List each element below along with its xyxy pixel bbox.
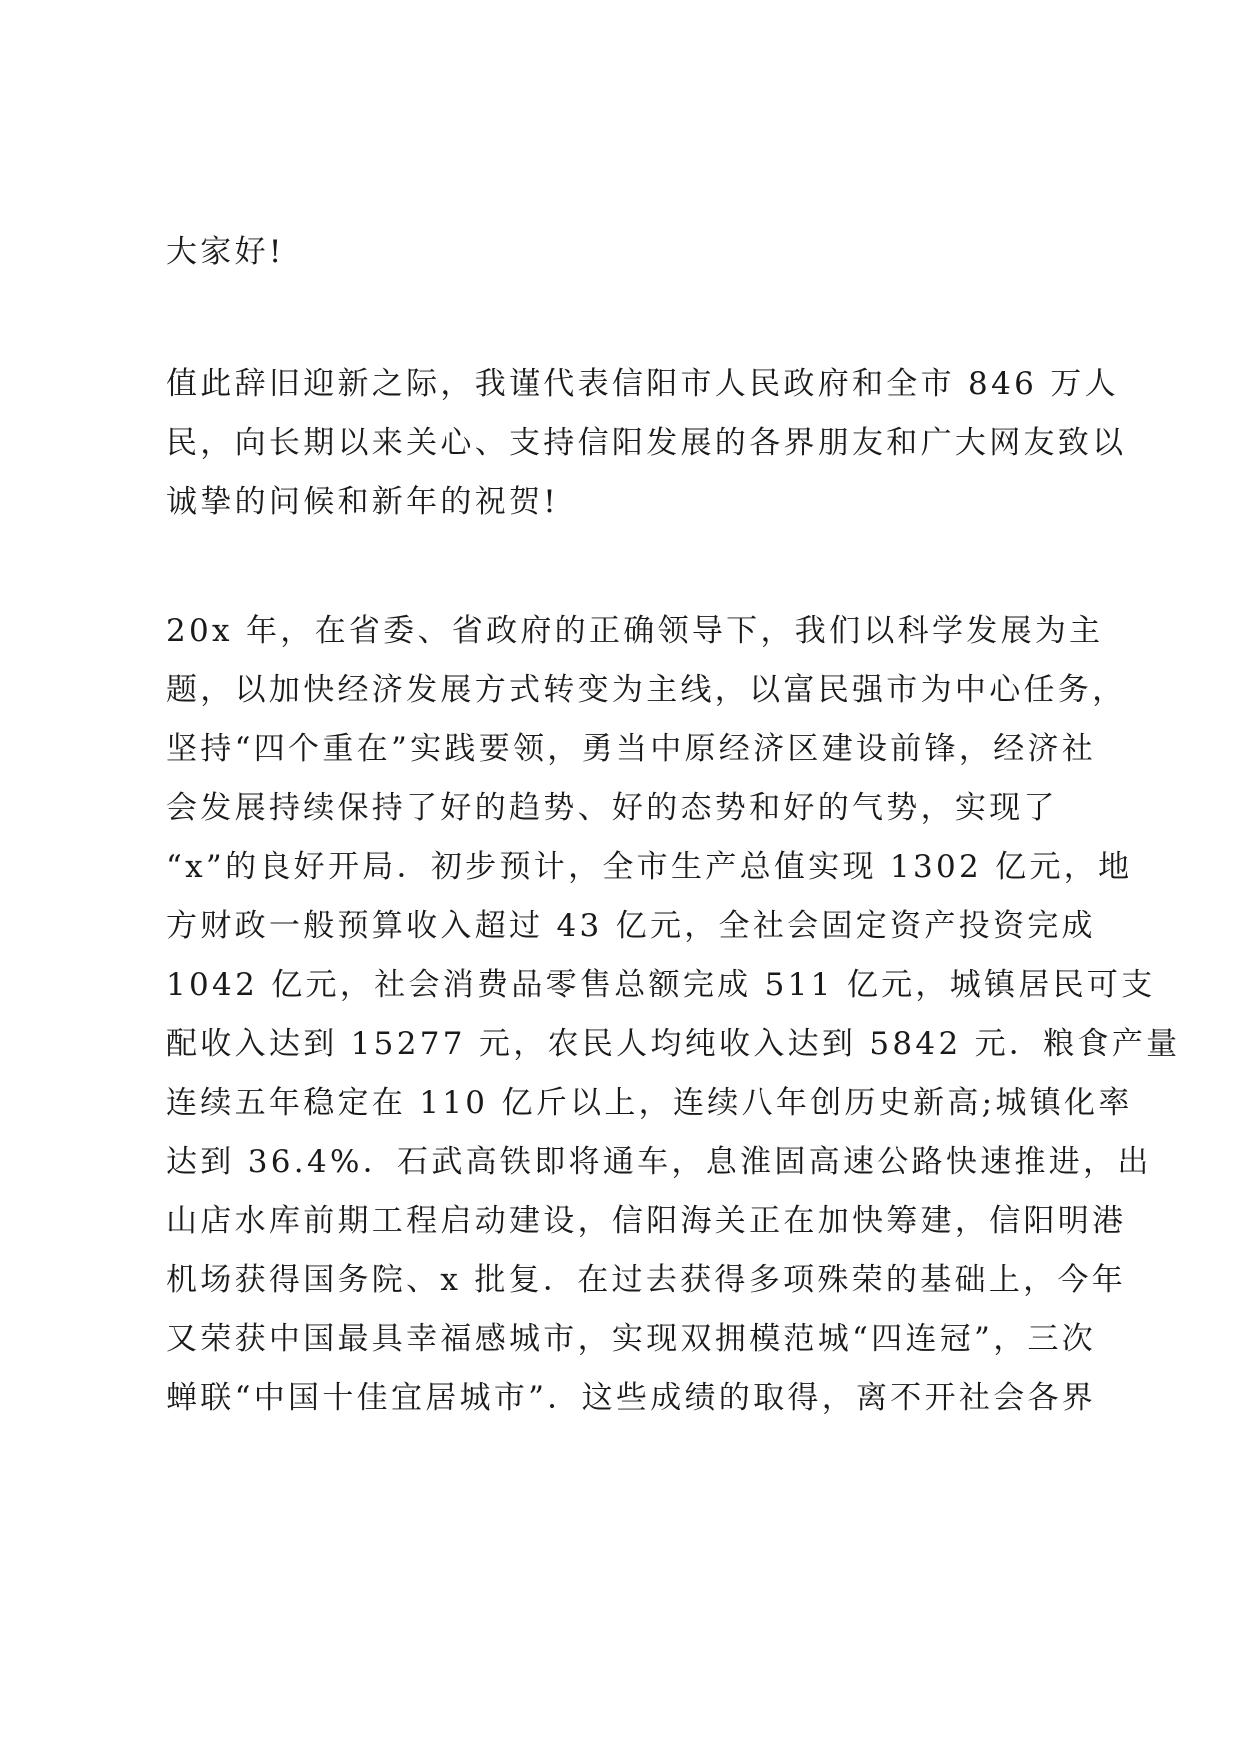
paragraph-line: 连续五年稳定在 110 亿斤以上，连续八年创历史新高;城镇化率 — [166, 1085, 1133, 1121]
paragraph-line: 机场获得国务院、x 批复．在过去获得多项殊荣的基础上，今年 — [166, 1262, 1127, 1298]
paragraph-line: 方财政一般预算收入超过 43 亿元，全社会固定资产投资完成 — [166, 908, 1096, 944]
paragraph-line: 达到 36.4%．石武高铁即将通车，息淮固高速公路快速推进，出 — [166, 1144, 1152, 1180]
paragraph-line: 会发展持续保持了好的趋势、好的态势和好的气势，实现了 — [166, 790, 1058, 826]
paragraph-line: 又荣获中国最具幸福感城市，实现双拥模范城“四连冠”，三次 — [166, 1321, 1097, 1357]
paragraph-line: 20x 年，在省委、省政府的正确领导下，我们以科学发展为主 — [166, 613, 1104, 649]
paragraph-line: 山店水库前期工程启动建设，信阳海关正在加快筹建，信阳明港 — [166, 1203, 1127, 1239]
paragraph-line: 蝉联“中国十佳宜居城市”．这些成绩的取得，离不开社会各界 — [166, 1380, 1097, 1416]
paragraph-line: 1042 亿元，社会消费品零售总额完成 511 亿元，城镇居民可支 — [166, 967, 1156, 1003]
paragraph-line: 民，向长期以来关心、支持信阳发展的各界朋友和广大网友致以 — [166, 425, 1127, 461]
paragraph-line: 值此辞旧迎新之际，我谨代表信阳市人民政府和全市 846 万人 — [166, 366, 1119, 402]
greeting-text: 大家好! — [166, 234, 285, 270]
paragraph-line: 坚持“四个重在”实践要领，勇当中原经济区建设前锋，经济社 — [166, 731, 1097, 767]
paragraph-line: 配收入达到 15277 元，农民人均纯收入达到 5842 元．粮食产量 — [166, 1026, 1181, 1062]
paragraph-line: “x”的良好开局．初步预计，全市生产总值实现 1302 亿元，地 — [166, 849, 1133, 885]
paragraph-line: 诚挚的问候和新年的祝贺! — [166, 484, 560, 520]
paragraph-line: 题，以加快经济发展方式转变为主线，以富民强市为中心任务， — [166, 672, 1127, 708]
